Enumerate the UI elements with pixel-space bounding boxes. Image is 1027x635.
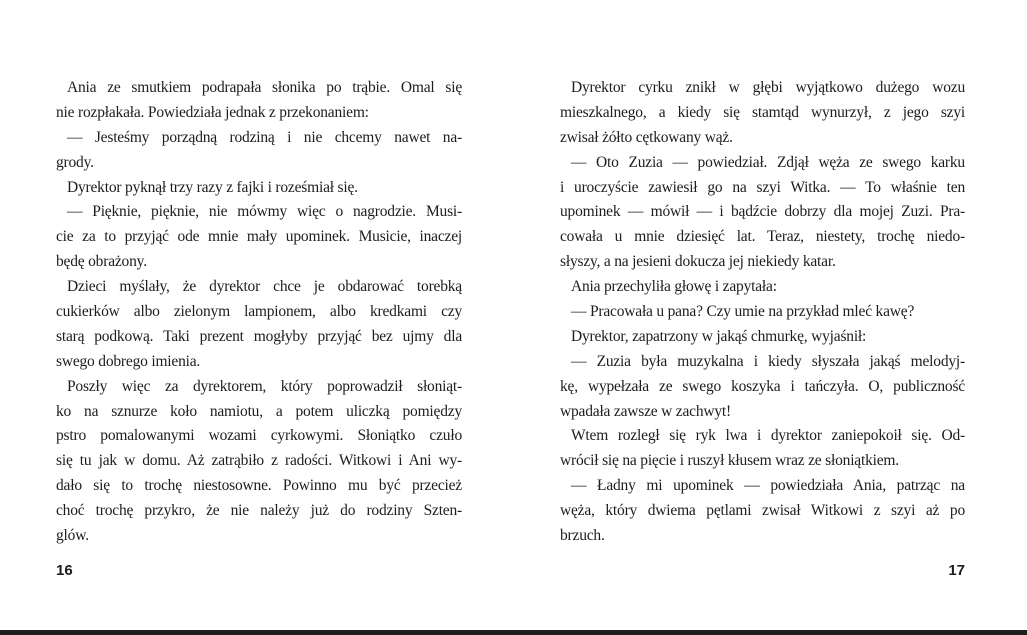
text-line: — Pracowała u pana? Czy umie na przykład mleć kawę? [571, 303, 915, 321]
text-line: — Oto Zuzia — powiedział. Zdjął węża ze swego karku [571, 153, 965, 171]
bottom-bar [0, 630, 1027, 635]
page-right[interactable] [560, 76, 965, 580]
text-line: Wtem rozległ się ryk lwa i dyrektor zaniepokoił się. Od- [571, 427, 965, 445]
text-line: będę obrażony. [56, 253, 147, 271]
text-line: — Ładny mi upominek — powiedziała Ania, patrząc na [571, 477, 965, 495]
text-line: pstro pomalowanymi wozami cyrkowymi. Słoniątko czuło [56, 427, 462, 445]
text-line: cie za to przyjąć ode mnie mały upominek. Musicie, inaczej [56, 228, 462, 246]
text-line: nie rozpłakała. Powiedziała jednak z przekonaniem: [56, 103, 369, 121]
text-line: — Pięknie, pięknie, nie mówmy więc o nagrodzie. Musi- [67, 203, 462, 221]
text-line: — Zuzia była muzykalna i kiedy słyszała jakąś melodyj- [571, 352, 965, 370]
page-number-right: 17 [948, 561, 965, 579]
text-line: wrócił się na pięcie i ruszył kłusem wraz ze słoniątkiem. [560, 452, 899, 470]
text-line: ko na sznurze koło namiotu, a potem uliczką pomiędzy [56, 402, 462, 420]
text-line: zwisał żółto cętkowany wąż. [560, 128, 733, 146]
page-left[interactable] [56, 76, 462, 580]
page-right-text [560, 76, 965, 549]
text-line: wpadała zawsze w zachwyt! [560, 402, 732, 420]
text-line: Dyrektor cyrku znikł w głębi wyjątkowo dużego wozu [571, 79, 965, 96]
text-line: Ania przechyliła głowę i zapytała: [571, 278, 777, 296]
text-line: i uroczyście zawiesił go na szyi Witka. — To właśnie ten [560, 178, 965, 196]
text-line: Poszły więc za dyrektorem, który poprowadził słoniąt- [67, 377, 462, 395]
text-line: słyszy, a na jesieni dokucza jej niekiedy katar. [560, 253, 836, 271]
text-line: się tu jak w domu. Aż zatrąbiło z radości. Witkowi i Ani wy- [56, 452, 462, 470]
page-left-text [56, 76, 462, 549]
text-line: mieszkalnego, a kiedy się stamtąd wynurzył, z jego szyi [560, 103, 965, 121]
text-line: — Jesteśmy porządną rodziną i nie chcemy nawet na- [67, 128, 462, 146]
text-line: upominek — mówił — i bądźcie dobrzy dla mojej Zuzi. Pra- [560, 203, 965, 221]
page-number-left: 16 [56, 561, 73, 579]
text-line: swego dobrego imienia. [56, 352, 201, 370]
text-line: Ania ze smutkiem podrapała słonika po trąbie. Omal się [67, 79, 462, 96]
text-line: dało się to trochę niestosowne. Powinno mu być przecież [56, 477, 462, 495]
text-line: kę, wypełzała ze swego koszyka i tańczyła. O, publiczność [560, 377, 965, 395]
text-line: Dzieci myślały, że dyrektor chce je obdarować torebką [67, 278, 462, 296]
text-line: grody. [56, 153, 94, 171]
text-line: cowała u mnie dziesięć lat. Teraz, niestety, trochę niedo- [560, 228, 965, 246]
text-line: starą podkową. Taki prezent mogłyby przyjąć bez ujmy dla [56, 327, 462, 345]
text-line: choć trochę przykro, że nie należy już do rodziny Szten- [56, 502, 462, 520]
text-line: cukierków albo zielonym lampionem, albo kredkami czy [56, 303, 462, 321]
text-line: Dyrektor, zapatrzony w jakąś chmurkę, wyjaśnił: [571, 327, 867, 345]
text-line: Dyrektor pyknął trzy razy z fajki i roześmiał się. [67, 178, 358, 196]
text-line: brzuch. [560, 527, 605, 545]
text-line: węża, który dwiema pętlami zwisał Witkowi z szyi aż po [560, 502, 965, 520]
text-line: glów. [56, 527, 89, 545]
